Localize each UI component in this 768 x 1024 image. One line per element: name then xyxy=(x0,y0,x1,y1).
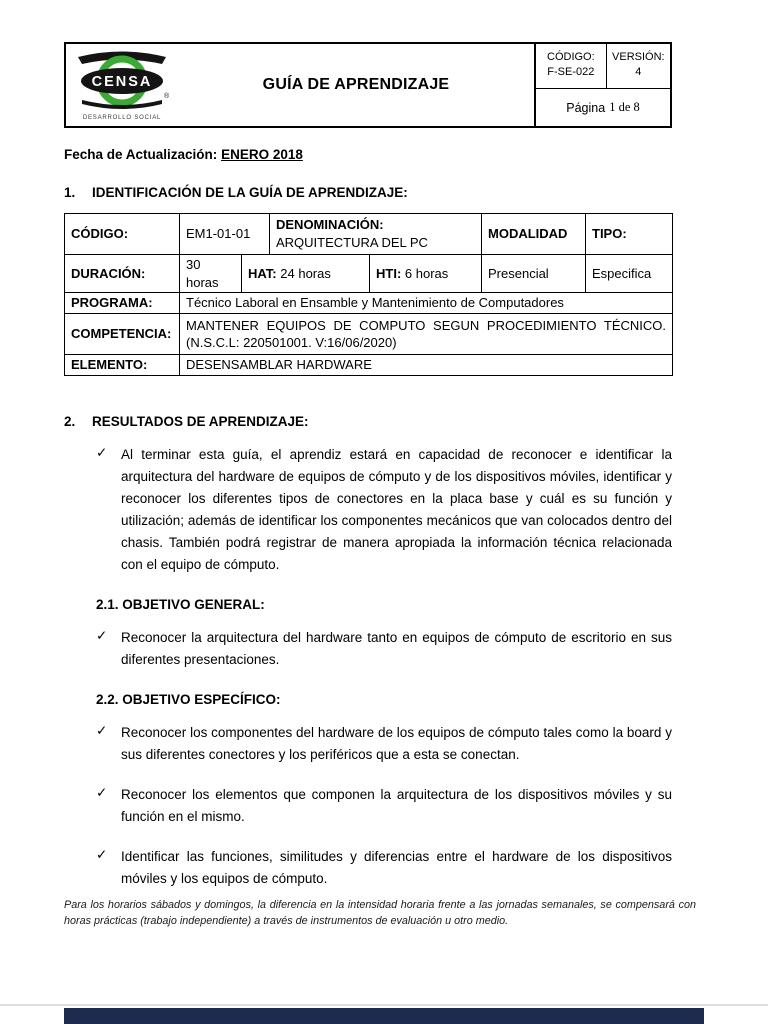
censa-logo xyxy=(72,48,172,122)
logo-tagline: DESARROLLO SOCIAL xyxy=(82,115,162,121)
update-date-value: ENERO 2018 xyxy=(221,147,303,162)
denominacion-value: ARQUITECTURA DEL PC xyxy=(276,235,428,250)
objetivo-especifico-heading: 2.2. OBJETIVO ESPECÍFICO: xyxy=(96,692,281,708)
cell-competencia-value: MANTENER EQUIPOS DE COMPUTO SEGUN PROCEDIMIENTO TÉCNICO. (N.S.C.L: 220501001. V:16/06/2020) xyxy=(180,314,673,355)
cell-programa-label: PROGRAMA: xyxy=(65,293,180,314)
update-date-line xyxy=(64,147,672,162)
checkmark-icon: ✓ xyxy=(96,445,108,461)
footer-note: Para los horarios sábados y domingos, la diferencia en la intensidad horaria frente a las jornadas semanales, se compensará con horas prácticas (trabajo independiente) a través de instrumentos de evaluación u otro medio. xyxy=(64,899,696,927)
cell-tipo-label: TIPO: xyxy=(586,214,673,255)
checkmark-icon: ✓ xyxy=(96,723,108,739)
section2-number: 2. xyxy=(64,414,76,430)
hti-label: HTI: xyxy=(376,265,402,281)
cell-tipo-value: Especifica xyxy=(586,255,673,293)
table-row-codigo xyxy=(65,214,673,255)
bullet-item xyxy=(96,722,672,766)
cell-elemento-label: ELEMENTO: xyxy=(65,355,180,376)
cell-codigo-label: CÓDIGO: xyxy=(65,214,180,255)
bullet-text: Reconocer la arquitectura del hardware tanto en equipos de cómputo de escritorio en sus diferentes presentaciones. xyxy=(121,630,672,668)
checkmark-icon: ✓ xyxy=(96,785,108,801)
cell-denominacion xyxy=(270,214,482,255)
version-cell xyxy=(607,44,670,88)
version-value: 4 xyxy=(635,66,642,78)
cell-duracion-label: DURACIÓN: xyxy=(65,255,180,293)
page-content xyxy=(64,42,672,890)
bullet-text: Reconocer los componentes del hardware de los equipos de cómputo tales como la board y sus diferentes conectores y los periféricos que a esta se conectan. xyxy=(121,725,672,763)
objetivo-general-heading: 2.1. OBJETIVO GENERAL: xyxy=(96,597,265,613)
table-row-elemento xyxy=(65,355,673,376)
hat-label: HAT: xyxy=(248,265,277,281)
section1-title: IDENTIFICACIÓN DE LA GUÍA DE APRENDIZAJE: xyxy=(92,185,408,200)
page-number-label: Página xyxy=(566,100,606,115)
table-row-competencia xyxy=(65,314,673,355)
document-header xyxy=(64,42,672,128)
cell-codigo-value: EM1-01-01 xyxy=(180,214,270,255)
cell-elemento-value: DESENSAMBLAR HARDWARE xyxy=(180,355,673,376)
section2-heading xyxy=(64,414,672,429)
codigo-cell xyxy=(536,44,607,88)
bullet-text: Reconocer los elementos que componen la arquitectura de los dispositivos móviles y su función en el mismo. xyxy=(121,787,672,825)
cell-hat xyxy=(242,255,370,293)
hti-value: 6 horas xyxy=(404,265,449,281)
page-number xyxy=(536,89,670,126)
checkmark-icon: ✓ xyxy=(96,628,108,644)
bullet-text: Al terminar esta guía, el aprendiz estará en capacidad de reconocer e identificar la arquitectura del hardware de equipos de cómputo y de los dispositivos móviles, identificar y reconocer los diferentes tipos de conectores en la placa base y cuál es su función y utilización; además de identificar los componentes mecánicos que van colocados dentro del chasis. También podrá registrar de manera apropiada la información técnica relacionada con el equipo de cómputo. xyxy=(121,447,672,573)
codigo-label: CÓDIGO: xyxy=(547,51,595,63)
logo-text: CENSA xyxy=(91,74,153,90)
section2-title: RESULTADOS DE APRENDIZAJE: xyxy=(92,414,309,430)
bullet-item xyxy=(96,846,672,890)
page-separator xyxy=(0,1004,768,1006)
logo-cell xyxy=(66,44,178,126)
cell-modalidad-label: MODALIDAD xyxy=(482,214,586,255)
checkmark-icon: ✓ xyxy=(96,847,108,863)
header-meta xyxy=(534,44,670,126)
cell-programa-value: Técnico Laboral en Ensamble y Mantenimiento de Computadores xyxy=(180,293,673,314)
hat-value: 24 horas xyxy=(280,265,331,281)
identification-table xyxy=(64,213,673,376)
cell-competencia-label: COMPETENCIA: xyxy=(65,314,180,355)
header-meta-top xyxy=(536,44,670,89)
denominacion-label: DENOMINACIÓN: xyxy=(276,217,384,233)
bullet-item xyxy=(96,627,672,671)
version-label: VERSIÓN: xyxy=(612,51,665,63)
bullet-text: Identificar las funciones, similitudes y diferencias entre el hardware de los dispositivos móviles y los equipos de cómputo. xyxy=(121,849,672,887)
cell-hti xyxy=(370,255,482,293)
section1-heading xyxy=(64,185,672,200)
registered-mark: ® xyxy=(164,93,170,100)
section1-number: 1. xyxy=(64,185,76,200)
bullet-item xyxy=(96,444,672,576)
table-row-duracion xyxy=(65,255,673,293)
table-row-programa xyxy=(65,293,673,314)
document-title: GUÍA DE APRENDIZAJE xyxy=(262,76,450,93)
update-date-label: Fecha de Actualización: xyxy=(64,147,218,162)
page-number-value: 1 de 8 xyxy=(609,100,640,114)
codigo-value: F-SE-022 xyxy=(547,66,595,78)
next-page-preview xyxy=(64,1008,704,1024)
bullet-item xyxy=(96,784,672,828)
cell-duracion-value: 30 horas xyxy=(180,255,242,293)
cell-modalidad-value: Presencial xyxy=(482,255,586,293)
